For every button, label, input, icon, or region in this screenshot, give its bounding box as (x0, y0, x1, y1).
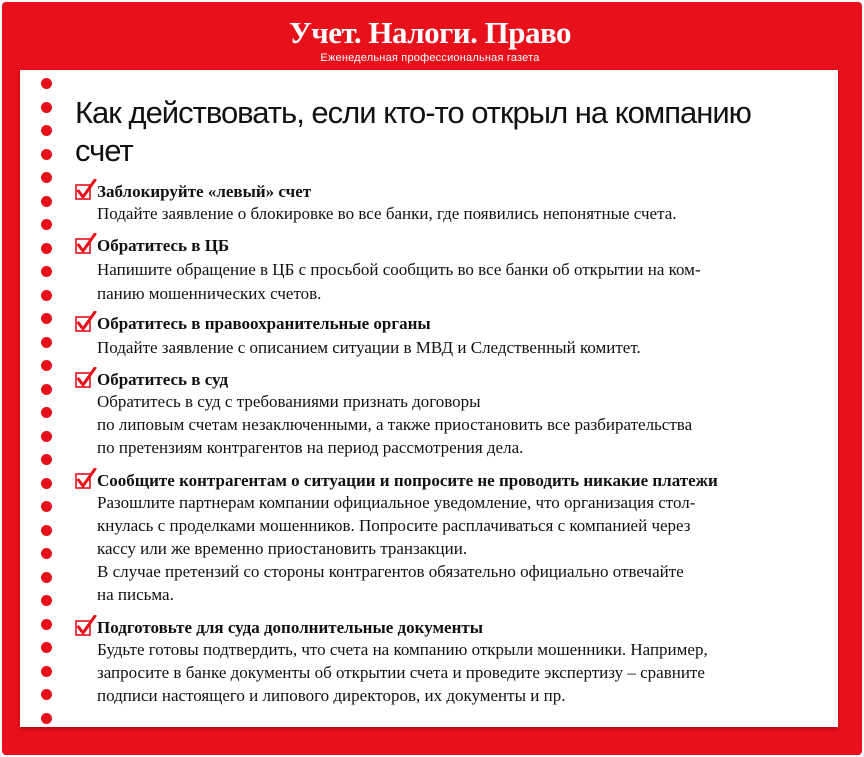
item-heading: Обратитесь в ЦБ (97, 236, 230, 255)
spiral-hole-icon (41, 666, 52, 677)
masthead (0, 0, 860, 74)
spiral-hole-icon (41, 266, 52, 277)
item-text-line: по претензиям контрагентов на период рассмотрения дела. (97, 438, 524, 457)
spiral-hole-icon (41, 478, 52, 489)
spiral-hole-icon (41, 384, 52, 395)
red-checkbox-tick-icon (75, 179, 97, 203)
item-text-line: Обратитесь в суд с требованиями признать договоры (97, 392, 481, 411)
red-checkbox-tick-icon (75, 367, 97, 391)
newspaper-tagline: Еженедельная профессиональная газета (320, 52, 540, 64)
item-text-line: кассу или же временно приостановить транзакции. (97, 539, 468, 558)
spiral-hole-icon (41, 454, 52, 465)
item-heading: Заблокируйте «левый» счет (97, 182, 312, 201)
item-heading: Сообщите контрагентам о ситуации и попросите не проводить никакие платежи (97, 471, 718, 490)
spiral-hole-icon (41, 431, 52, 442)
newspaper-logo: Учет. Налоги. Право (289, 15, 571, 50)
spiral-hole-icon (41, 219, 52, 230)
spiral-hole-icon (41, 572, 52, 583)
spiral-hole-icon (41, 407, 52, 418)
spiral-hole-icon (41, 149, 52, 160)
page-title: Как действовать, если кто-то открыл на компанию счет (75, 95, 751, 168)
item-heading: Обратитесь в суд (97, 370, 229, 389)
spiral-hole-icon (41, 689, 52, 700)
spiral-hole-icon (41, 78, 52, 89)
item-text-line: Подайте заявление о блокировке во все банки, где появились непонятные счета. (97, 204, 677, 223)
spiral-hole-icon (41, 125, 52, 136)
spiral-hole-icon (41, 196, 52, 207)
item-text-line: кнулась с проделками мошенников. Попросите расплачиваться с компанией через (97, 516, 691, 535)
item-text-line: Разошлите партнерам компании официальное уведомление, что организация стол- (97, 493, 696, 512)
item-text-line: Будьте готовы подтвердить, что счета на компанию открыли мошенники. Например, (97, 640, 708, 659)
red-checkbox-tick-icon (75, 233, 97, 257)
item-text-line: подписи настоящего и липового директоров, их документы и пр. (97, 686, 566, 705)
spiral-hole-icon (41, 337, 52, 348)
item-text-line: Напишите обращение в ЦБ с просьбой сообщить во все банки об открытии на ком- (97, 260, 701, 279)
spiral-hole-icon (41, 713, 52, 724)
item-text-line: панию мошеннических счетов. (97, 284, 322, 303)
item-heading: Подготовьте для суда дополнительные документы (97, 618, 484, 637)
spiral-hole-icon (41, 313, 52, 324)
spiral-hole-icon (41, 548, 52, 559)
red-checkbox-tick-icon (75, 311, 97, 335)
item-text-line: В случае претензий со стороны контрагентов обязательно официально отвечайте (97, 562, 684, 581)
item-text-line: на письма. (97, 585, 174, 604)
spiral-hole-icon (41, 501, 52, 512)
spiral-hole-icon (41, 290, 52, 301)
red-checkbox-tick-icon (75, 615, 97, 639)
item-text-line: по липовым счетам незаключенными, а также приостановить все разбирательства (97, 415, 693, 434)
item-text-line: Подайте заявление с описанием ситуации в МВД и Следственный комитет. (97, 338, 641, 357)
spiral-hole-icon (41, 102, 52, 113)
red-checkbox-tick-icon (75, 468, 97, 492)
spiral-hole-icon (41, 525, 52, 536)
spiral-binding (41, 78, 55, 738)
spiral-hole-icon (41, 360, 52, 371)
spiral-hole-icon (41, 243, 52, 254)
spiral-hole-icon (41, 595, 52, 606)
item-heading: Обратитесь в правоохранительные органы (97, 314, 431, 333)
spiral-hole-icon (41, 172, 52, 183)
spiral-hole-icon (41, 642, 52, 653)
item-text-line: запросите в банке документы об открытии счета и проведите экспертизу – сравните (97, 663, 705, 682)
spiral-hole-icon (41, 619, 52, 630)
